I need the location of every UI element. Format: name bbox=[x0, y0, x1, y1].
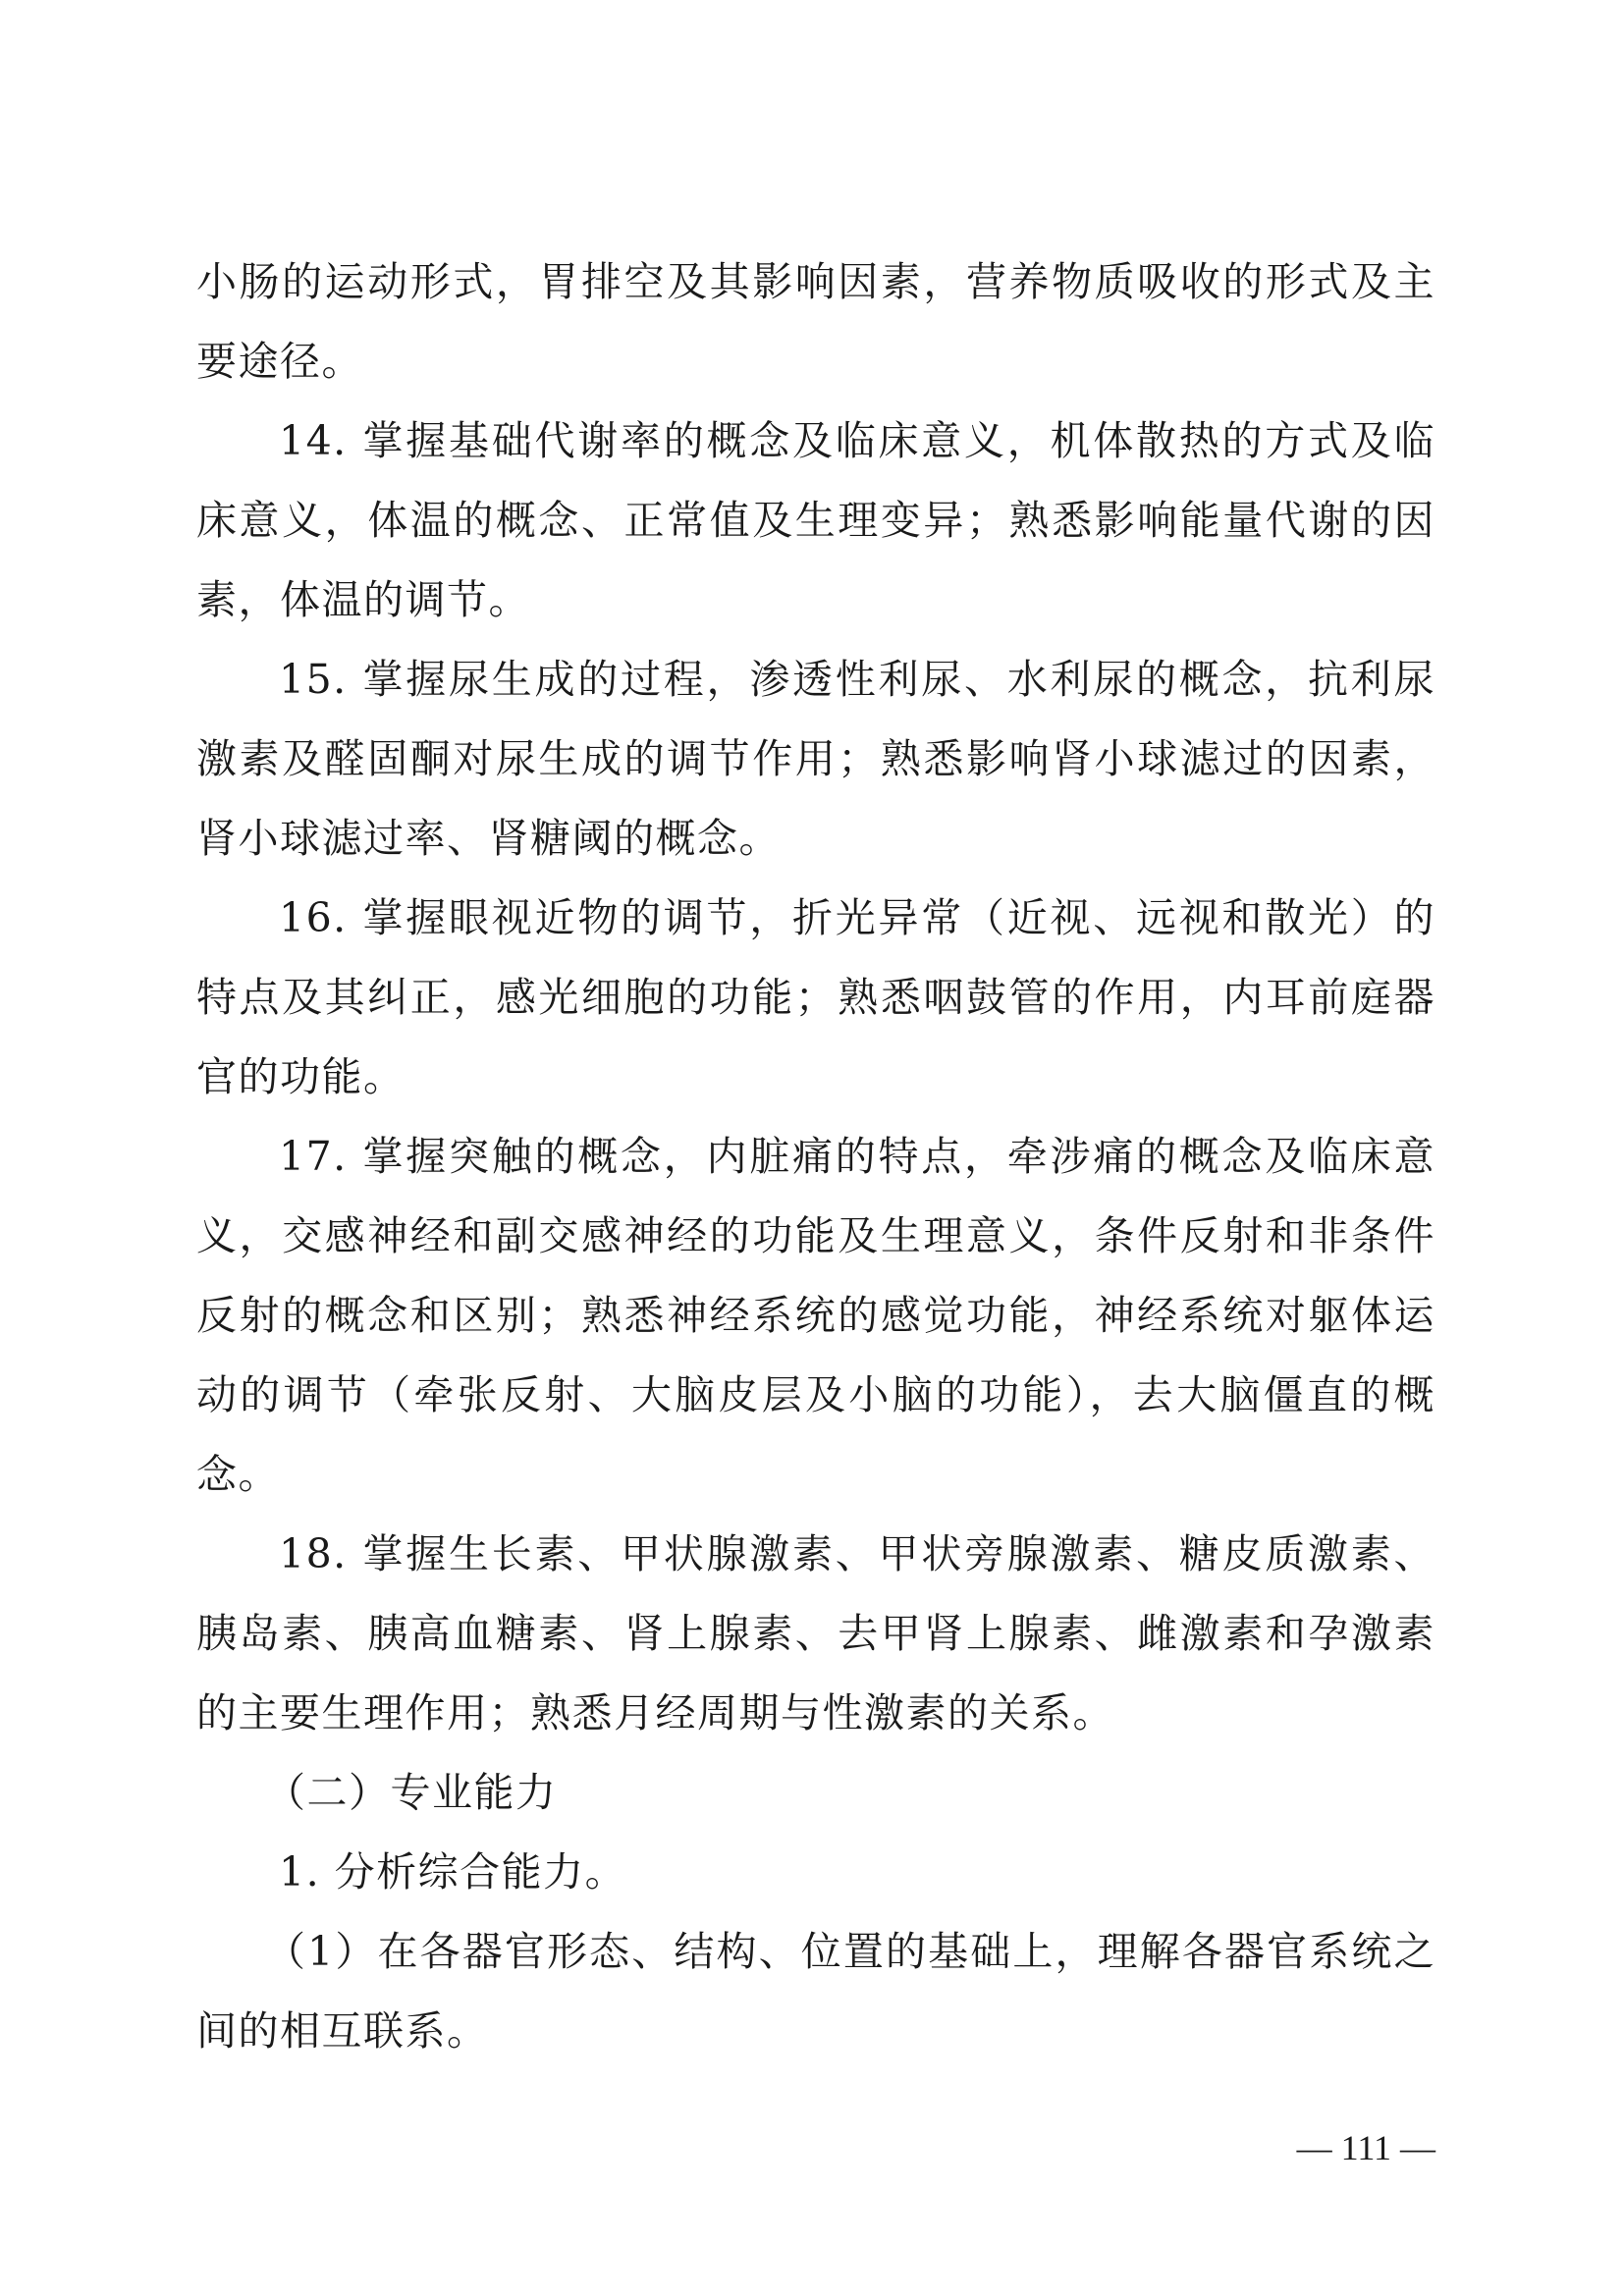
paragraph-item-18: 18. 掌握生长素、甲状腺激素、甲状旁腺激素、糖皮质激素、胰岛素、胰高血糖素、肾上腺素、去甲肾上腺素、雌激素和孕激素的主要生理作用；熟悉月经周期与性激素的关系。 bbox=[196, 1530, 1435, 1736]
document-body bbox=[196, 242, 1435, 2071]
paragraph-item-15: 15. 掌握尿生成的过程，渗透性利尿、水利尿的概念，抗利尿激素及醛固酮对尿生成的调节作用；熟悉影响肾小球滤过的因素，肾小球滤过率、肾糖阈的概念。 bbox=[196, 656, 1435, 862]
paragraph-subitem-1: （1）在各器官形态、结构、位置的基础上，理解各器官系统之间的相互联系。 bbox=[196, 1928, 1435, 2055]
paragraph-item-17: 17. 掌握突触的概念，内脏痛的特点，牵涉痛的概念及临床意义，交感神经和副交感神经的功能及生理意义，条件反射和非条件反射的概念和区别；熟悉神经系统的感觉功能，神经系统对躯体运动的调节（牵张反射、大脑皮层及小脑的功能），去大脑僵直的概念。 bbox=[196, 1133, 1435, 1498]
paragraph-item-16: 16. 掌握眼视近物的调节，折光异常（近视、远视和散光）的特点及其纠正，感光细胞的功能；熟悉咽鼓管的作用，内耳前庭器官的功能。 bbox=[196, 894, 1435, 1100]
section-heading-professional-ability: （二）专业能力 bbox=[265, 1769, 558, 1816]
paragraph-item-1: 1. 分析综合能力。 bbox=[279, 1848, 627, 1896]
paragraph-continuation: 小肠的运动形式，胃排空及其影响因素，营养物质吸收的形式及主要途径。 bbox=[196, 258, 1435, 385]
page-number: — 111 — bbox=[1296, 2128, 1435, 2167]
paragraph-item-14: 14. 掌握基础代谢率的概念及临床意义，机体散热的方式及临床意义，体温的概念、正常值及生理变异；熟悉影响能量代谢的因素，体温的调节。 bbox=[196, 417, 1435, 623]
